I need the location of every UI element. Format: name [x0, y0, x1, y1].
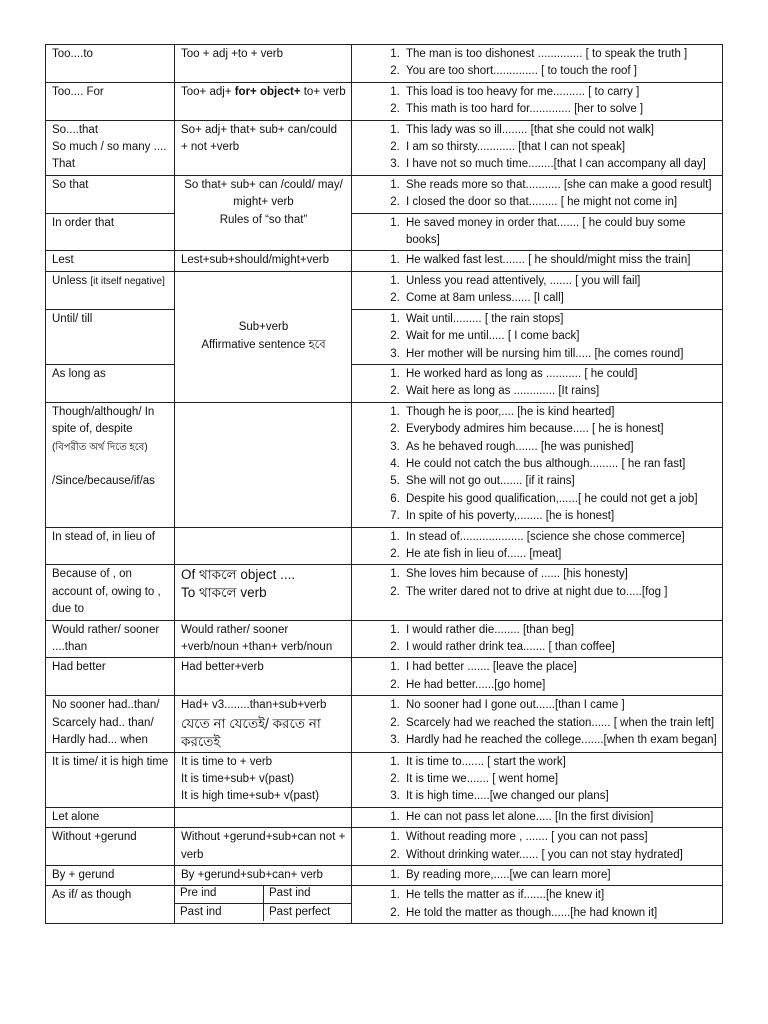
tense-grid-cell: Pre ind [175, 885, 264, 903]
grammar-rules-table [45, 44, 723, 924]
example-item: 1. He can not pass let alone..... [In the first division] [403, 809, 717, 826]
examples-cell [352, 45, 723, 83]
example-item: 3. It is high time.....[we changed our plans] [403, 788, 717, 805]
structure-cell [175, 658, 352, 696]
example-item: 1. Without reading more , ....... [ you can not pass] [403, 829, 717, 846]
example-item: 2. Scarcely had we reached the station...... [ when the train left] [403, 715, 717, 732]
example-item: 2. Wait for me until..... [ I come back] [403, 328, 717, 345]
example-item: 4. He could not catch the bus although......... [ he ran fast] [403, 456, 717, 473]
structure-emphasis: for+ object+ [234, 85, 301, 98]
structure-secondary: To থাকলে verb [181, 585, 267, 601]
example-item: 1. He walked fast lest....... [ he should/might miss the train] [403, 252, 717, 269]
examples-cell [352, 364, 723, 402]
example-item: 2. I would rather drink tea....... [ than coffee] [403, 639, 717, 656]
example-item: 2. Wait here as long as ............. [It rains] [403, 383, 717, 400]
structure-cell [175, 120, 352, 175]
examples-cell [352, 309, 723, 364]
term: Though/although/ In spite of, despite [52, 405, 155, 436]
structure: Lest+sub+should/might+verb [181, 254, 330, 267]
structure-line: It is high time+sub+ v(past) [181, 790, 320, 803]
example-item: 1. He tells the matter as if.......[he knew it] [403, 887, 717, 904]
term: As long as [52, 367, 106, 380]
structure-cell-empty [175, 807, 352, 827]
tense-grid-row [175, 903, 351, 921]
structure-cell [175, 828, 352, 866]
term-cell [46, 807, 175, 827]
term-cell [46, 527, 175, 565]
examples-cell [352, 271, 723, 309]
example-item: 3. As he behaved rough....... [he was punished] [403, 439, 717, 456]
table-row [46, 527, 723, 565]
term: Unless [52, 274, 91, 287]
tense-grid-cell: Past ind [175, 903, 264, 921]
example-item: 2. The writer dared not to drive at night due to.....[fog ] [403, 584, 717, 601]
example-item: 1. I would rather die........ [than beg] [403, 622, 717, 639]
term: Without +gerund [52, 831, 137, 844]
example-item: 2. He told the matter as though......[he had known it] [403, 905, 717, 922]
example-item: 3. I have not so much time........[that I can accompany all day] [403, 156, 717, 173]
example-item: 5. She will not go out....... [if it rains] [403, 473, 717, 490]
term-cell [46, 402, 175, 527]
term-cell [46, 620, 175, 658]
term-note-bengali: (বিপরীত অর্থ দিতে হবে) [52, 441, 148, 453]
example-item: 7. In spite of his poverty,........ [he is honest] [403, 508, 717, 525]
tense-grid-row [175, 885, 351, 903]
term: No sooner had..than/ Scarcely had.. than/ Hardly had... when [52, 699, 160, 747]
structure: Had+ v3........than+sub+verb [181, 699, 327, 712]
tense-grid-cell: Past ind [264, 885, 352, 903]
table-row [46, 620, 723, 658]
examples-cell [352, 565, 723, 620]
structure-cell [175, 82, 352, 120]
term: Too....to [52, 48, 93, 60]
table-row [46, 251, 723, 271]
structure: Without +gerund+sub+can not + verb [181, 831, 346, 861]
example-item: 1. This load is too heavy for me.......... [ to carry ] [403, 84, 717, 101]
structure: Too + adj +to + verb [181, 48, 283, 60]
term-cell [46, 175, 175, 213]
term: As if/ as though [52, 889, 132, 902]
structure-note: Rules of “so that” [219, 213, 308, 226]
example-item: 1. Wait until......... [ the rain stops] [403, 311, 717, 328]
example-item: 1. He saved money in order that....... [ he could buy some books] [403, 215, 717, 250]
structure-cell [175, 251, 352, 271]
example-item: 1. Though he is poor,.... [he is kind hearted] [403, 404, 717, 421]
term-cell [46, 271, 175, 309]
structure-line: It is time to + verb [181, 755, 273, 768]
term: By + gerund [52, 869, 115, 882]
table-row [46, 120, 723, 175]
term-cell [46, 752, 175, 807]
table-row [46, 309, 723, 364]
structure-cell [175, 866, 352, 886]
structure: So+ adj+ that+ sub+ can/could + not +verb [181, 123, 338, 154]
examples-cell [352, 807, 723, 827]
table-row [46, 402, 723, 527]
table-row [46, 45, 723, 83]
term: Lest [52, 254, 74, 267]
term-secondary: So much / so many .... That [52, 141, 167, 171]
examples-cell [352, 82, 723, 120]
examples-cell [352, 866, 723, 886]
table-row [46, 752, 723, 807]
table-row [46, 82, 723, 120]
example-item: 1. The man is too dishonest .............. [ to speak the truth ] [403, 46, 717, 63]
examples-cell [352, 658, 723, 696]
structure: Of থাকলে object .... [181, 567, 296, 583]
term-cell [46, 364, 175, 402]
example-item: 2. Everybody admires him because..... [ he is honest] [403, 421, 717, 438]
examples-cell [352, 828, 723, 866]
term-cell [46, 866, 175, 886]
term: So that [52, 178, 89, 191]
term-cell [46, 213, 175, 251]
example-item: 1. She loves him because of ...... [his honesty] [403, 566, 717, 583]
structure-cell [175, 620, 352, 658]
example-item: 2. You are too short.............. [ to touch the roof ] [403, 63, 717, 80]
examples-cell [352, 527, 723, 565]
term-cell [46, 82, 175, 120]
table-row [46, 364, 723, 402]
structure-cell [175, 565, 352, 620]
term: Too.... For [52, 85, 104, 98]
example-item: 1. This lady was so ill........ [that she could not walk] [403, 122, 717, 139]
structure-cell [175, 45, 352, 83]
table-row [46, 565, 723, 620]
term-cell [46, 828, 175, 866]
structure: Had better+verb [181, 661, 264, 674]
table-row [46, 271, 723, 309]
example-item: 1. He worked hard as long as ........... [ he could] [403, 366, 717, 383]
example-item: 1. In stead of.................... [science she chose commerce] [403, 529, 717, 546]
examples-cell [352, 402, 723, 527]
term: Let alone [52, 810, 100, 823]
structure: By +gerund+sub+can+ verb [181, 869, 323, 882]
examples-cell [352, 752, 723, 807]
examples-cell [352, 175, 723, 213]
example-item: 2. Without drinking water...... [ you can not stay hydrated] [403, 847, 717, 864]
table-row [46, 866, 723, 886]
example-item: 1. She reads more so that........... [she can make a good result] [403, 177, 717, 194]
term-cell [46, 309, 175, 364]
example-item: 2. It is time we....... [ went home] [403, 771, 717, 788]
term-cell [46, 45, 175, 83]
table-row [46, 886, 723, 924]
example-item: 6. Despite his good qualification,......[ he could not get a job] [403, 491, 717, 508]
table-row [46, 213, 723, 251]
structure-bengali: যেতে না যেতেই/ করতে না করতেই [181, 715, 321, 749]
structure-cell-empty [175, 402, 352, 527]
merged-structure: Sub+verb [238, 321, 289, 334]
term-cell [46, 251, 175, 271]
structure-line: It is time+sub+ v(past) [181, 773, 295, 786]
term-cell [46, 120, 175, 175]
term-cell [46, 886, 175, 924]
example-item: 2. He ate fish in lieu of...... [meat] [403, 546, 717, 563]
term-cell [46, 658, 175, 696]
structure-cell-merged [175, 271, 352, 402]
example-item: 3. Her mother will be nursing him till..... [he comes round] [403, 346, 717, 363]
structure-part: to+ verb [300, 85, 346, 98]
term: In stead of, in lieu of [52, 530, 155, 543]
structure: So that+ sub+ can /could/ may/ might+ verb [184, 178, 343, 209]
example-item: 1. By reading more,.....[we can learn more] [403, 867, 717, 884]
example-item: 3. Hardly had he reached the college.......[when th exam began] [403, 732, 717, 749]
example-item: 1. Unless you read attentively, ....... [ you will fail] [403, 273, 717, 290]
example-item: 2. He had better......[go home] [403, 677, 717, 694]
term: Because of , on account of, owing to , due to [52, 568, 161, 616]
tense-grid [175, 885, 351, 921]
examples-cell [352, 620, 723, 658]
structure-part: Too+ adj+ [181, 85, 235, 98]
tense-grid-cell: Past perfect [269, 905, 331, 918]
term-secondary: /Since/because/if/as [52, 475, 155, 488]
examples-cell [352, 696, 723, 752]
example-item: 2. Come at 8am unless...... [I call] [403, 290, 717, 307]
example-item: 2. I closed the door so that......... [ he might not come in] [403, 194, 717, 211]
table-row [46, 828, 723, 866]
term: Would rather/ sooner ....than [52, 623, 160, 653]
term-cell [46, 696, 175, 752]
term-cell [46, 565, 175, 620]
term: Had better [52, 661, 106, 674]
example-item: 1. It is time to....... [ start the work] [403, 754, 717, 771]
term-note: [it itself negative] [90, 275, 165, 287]
examples-cell [352, 251, 723, 271]
term: Until/ till [52, 312, 93, 325]
examples-cell [352, 886, 723, 924]
structure-cell [175, 175, 352, 251]
term: So....that [52, 123, 99, 136]
example-item: 1. No sooner had I gone out......[than I came ] [403, 697, 717, 714]
example-item: 2. This math is too hard for............. [her to solve ] [403, 101, 717, 118]
term: It is time/ it is high time [52, 755, 169, 768]
term: In order that [52, 216, 115, 229]
structure-cell-empty [175, 527, 352, 565]
examples-cell [352, 213, 723, 251]
example-item: 1. I had better ....... [leave the place] [403, 659, 717, 676]
example-item: 2. I am so thirsty............ [that I can not speak] [403, 139, 717, 156]
structure-cell [175, 696, 352, 752]
table-row [46, 175, 723, 213]
structure-cell [175, 886, 352, 924]
structure: Would rather/ sooner +verb/noun +than+ verb/noun [181, 623, 333, 653]
table-row [46, 658, 723, 696]
table-row [46, 807, 723, 827]
examples-cell [352, 120, 723, 175]
merged-structure-note: Affirmative sentence হবে [201, 338, 326, 351]
table-row [46, 696, 723, 752]
structure-cell [175, 752, 352, 807]
